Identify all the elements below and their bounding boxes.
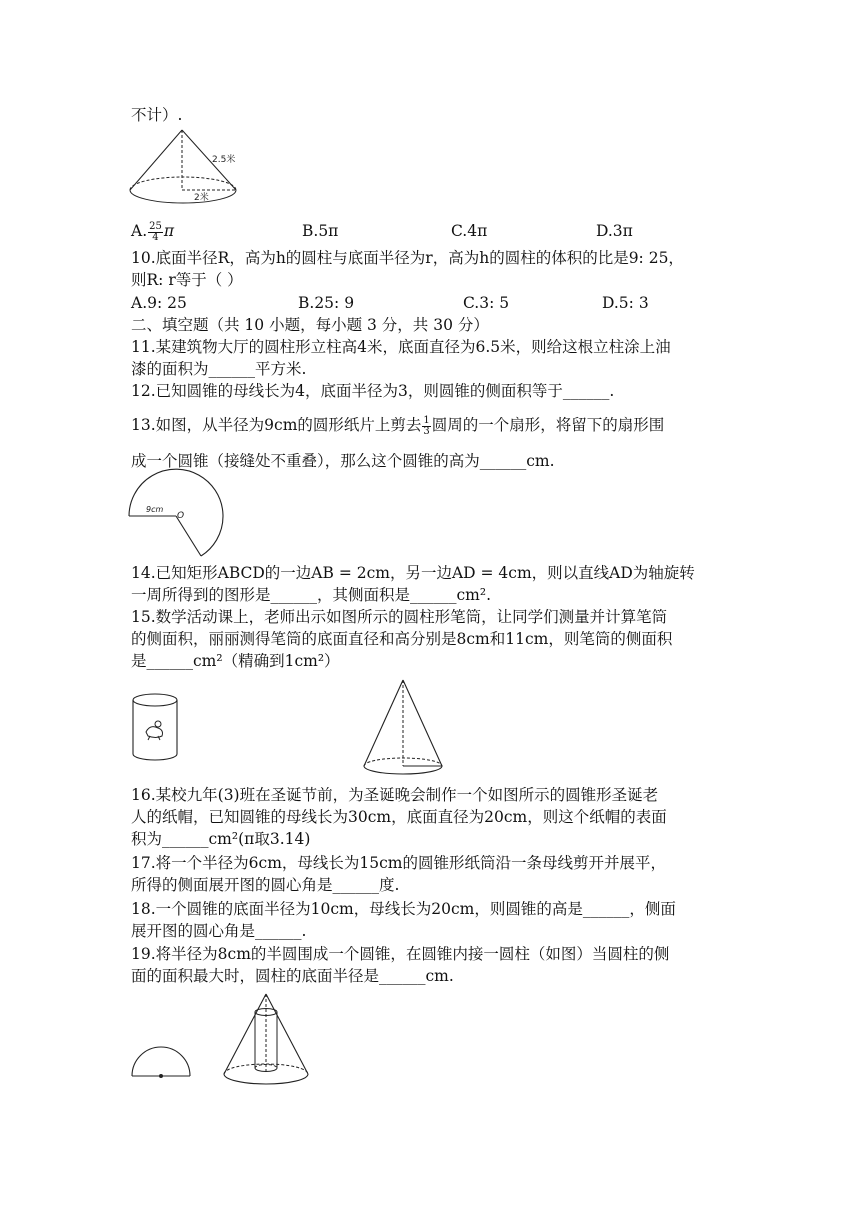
q16-line-1: 16.某校九年(3)班在圣诞节前，为圣诞晚会制作一个如图所示的圆锥形圣诞老	[131, 786, 659, 804]
q10-line-2: 则R: r等于（ ）	[131, 271, 243, 289]
pen-holder-cylinder-figure	[130, 692, 182, 764]
animal-sticker-icon	[146, 721, 163, 740]
q13-line-2: 成一个圆锥（接缝处不重叠），那么这个圆锥的高为______cm.	[131, 452, 555, 470]
q16-line-3: 积为______cm²(π取3.14)	[131, 830, 311, 848]
q15-line-2: 的侧面积，丽丽测得笔筒的底面直径和高分别是8cm和11cm，则笔筒的侧面积	[131, 630, 673, 648]
q17-line-1: 17.将一个半径为6cm，母线长为15cm的圆锥形纸筒沿一条母线剪开并展平，	[131, 854, 666, 872]
q17-line-2: 所得的侧面展开图的圆心角是______度.	[131, 876, 400, 894]
q13-line-1: 13.如图，从半径为9cm的圆形纸片上剪去 $\frac{1}{3}$ 圆周的一个扇形，将留下的扇形围	[131, 414, 665, 437]
q9-option-d: D.3π	[596, 222, 633, 240]
q15-line-3: 是______cm²（精确到1cm²）	[131, 652, 340, 670]
q10-option-d: D.5: 3	[602, 294, 649, 312]
q9-option-a: A. $\frac{25}{4}$ π	[131, 220, 175, 243]
q15-line-1: 15.数学活动课上，老师出示如图所示的圆柱形笔筒，让同学们测量并计算笔筒	[131, 608, 668, 626]
semicircle-figure	[130, 1040, 192, 1080]
q9-radius-label: 2米	[194, 193, 209, 203]
q9-option-c: C.4π	[451, 222, 488, 240]
q19-line-2: 面的面积最大时，圆柱的底面半径是______cm.	[131, 967, 454, 985]
question-9-tail: 不计）.	[131, 106, 183, 124]
q9-slant-label: 2.5米	[212, 155, 236, 165]
q14-line-2: 一周所得到的图形是______，其侧面积是______cm².	[131, 586, 492, 604]
q10-option-a: A.9: 25	[131, 294, 187, 312]
q16-line-2: 人的纸帽，已知圆锥的母线长为30cm，底面直径为20cm，则这个纸帽的表面	[131, 808, 667, 826]
semicircle-center-dot	[159, 1074, 163, 1078]
q12-line-1: 12.已知圆锥的母线长为4，底面半径为3，则圆锥的侧面积等于______.	[131, 382, 615, 400]
section-2-title: 二、填空题（共 10 小题，每小题 3 分，共 30 分）	[131, 316, 489, 334]
q18-line-1: 18.一个圆锥的底面半径为10cm，母线长为20cm，则圆锥的高是______，侧面	[131, 900, 676, 918]
q10-option-c: C.3: 5	[463, 294, 510, 312]
q9-cone-figure	[128, 128, 240, 214]
christmas-hat-cone-figure	[362, 678, 444, 778]
q11-line-1: 11.某建筑物大厅的圆柱形立柱高4米，底面直径为6.5米，则给这根立柱涂上油	[131, 338, 671, 356]
cone-inscribed-cylinder-figure	[222, 992, 312, 1100]
q13-sector-figure	[128, 468, 228, 558]
q9-option-a-fraction: $\frac{25}{4}$	[149, 220, 162, 243]
q10-line-1: 10.底面半径R，高为h的圆柱与底面半径为r，高为h的圆柱的体积的比是9: 25，	[131, 249, 684, 267]
q14-line-1: 14.已知矩形ABCD的一边AB = 2cm，另一边AD = 4cm，则以直线AD为轴旋转	[131, 564, 695, 582]
q13-center-label: O	[177, 511, 185, 521]
q9-option-b: B.5π	[302, 222, 339, 240]
q18-line-2: 展开图的圆心角是______.	[131, 922, 307, 940]
q13-fraction: $\frac{1}{3}$	[423, 414, 430, 437]
q10-option-b: B.25: 9	[298, 294, 355, 312]
q13-radius-label: 9cm	[146, 505, 164, 514]
q19-line-1: 19.将半径为8cm的半圆围成一个圆锥，在圆锥内接一圆柱（如图）当圆柱的侧	[131, 945, 670, 963]
q11-line-2: 漆的面积为______平方米.	[131, 360, 307, 378]
